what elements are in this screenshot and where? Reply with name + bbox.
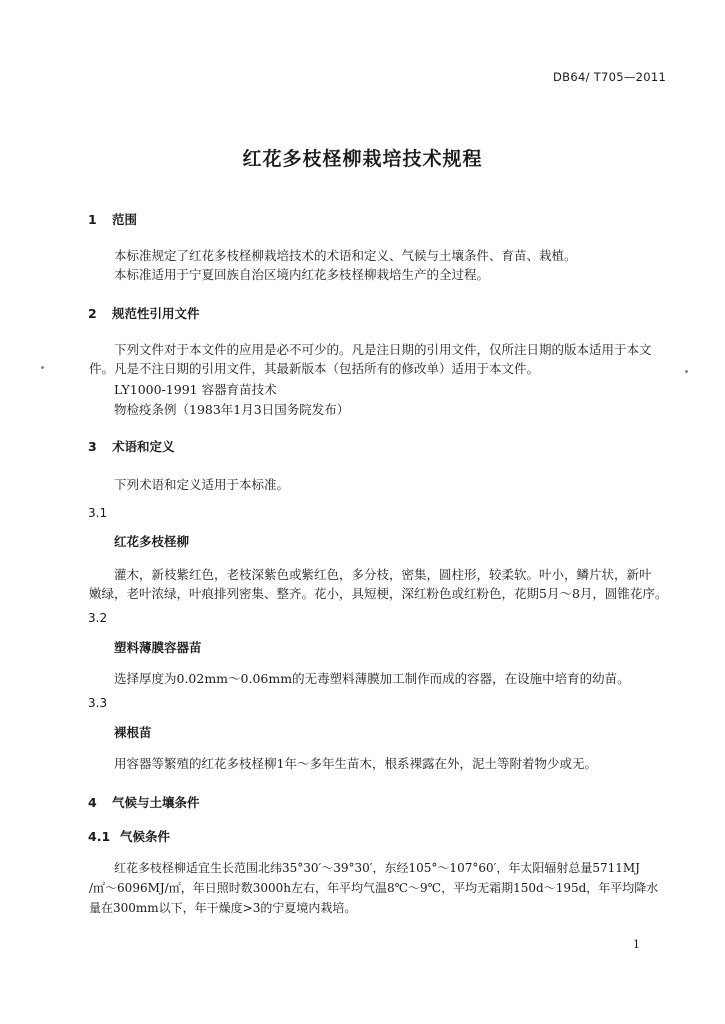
- subsection-number: 3.2: [88, 611, 108, 625]
- paragraph-line: 件。凡是不注日期的引用文件，其最新版本（包括所有的修改单）适用于本文件。: [89, 361, 540, 376]
- section-number: 3: [88, 439, 97, 454]
- subsection-number: 4.1: [88, 829, 111, 844]
- section-title: 范围: [112, 212, 138, 227]
- reference-item: 物检疫条例（1983年1月3日国务院发布）: [114, 402, 350, 417]
- definition-line: 选择厚度为0.02mm～0.06mm的无毒塑料薄膜加工制作而成的容器，在设施中培育的幼苗。: [114, 671, 630, 686]
- subsection-number: 3.1: [88, 506, 108, 520]
- document-title: 红花多枝柽柳栽培技术规程: [242, 148, 483, 170]
- definition-line: 嫩绿，老叶浓绿，叶痕排列密集、整齐。花小，具短梗，深红粉色或红粉色，花期5月～8月，圆锥花序。: [89, 586, 668, 601]
- paragraph-line: /㎡～6096MJ/㎡，年日照时数3000h左右，年平均气温8℃～9℃，平均无霜期150d～195d，年平均降水: [89, 881, 659, 895]
- subsection-number: 3.3: [88, 696, 108, 710]
- section-number: 4: [88, 795, 97, 810]
- section-title: 规范性引用文件: [112, 306, 200, 321]
- paragraph-line: 红花多枝柽柳适宜生长范围北纬35°30′～39°30′，东经105°～107°60′，年太阳辐射总量5711MJ: [114, 861, 640, 875]
- section-title: 术语和定义: [112, 439, 175, 454]
- definition-line: 灌木，新枝紫红色，老枝深紫色或紫红色，多分枝，密集，圆柱形，较柔软。叶小，鳞片状，新叶: [114, 567, 652, 582]
- page-number: 1: [633, 938, 640, 951]
- subsection-title: 气候条件: [120, 829, 171, 844]
- section-number: 2: [88, 306, 97, 321]
- term-title: 塑料薄膜容器苗: [114, 640, 202, 655]
- section-title: 气候与土壤条件: [112, 795, 200, 810]
- paragraph: 下列术语和定义适用于本标准。: [114, 477, 290, 492]
- subsection-4-1-heading: [88, 827, 170, 845]
- scan-speck: [41, 366, 44, 369]
- paragraph: 本标准适用于宁夏回族自治区境内红花多枝柽柳栽培生产的全过程。: [114, 267, 490, 282]
- definition-line: 用容器等繁殖的红花多枝柽柳1年～多年生苗木，根系裸露在外，泥土等附着物少或无。: [114, 756, 597, 771]
- section-2-heading: [88, 304, 200, 322]
- reference-item: LY1000-1991 容器育苗技术: [114, 382, 277, 397]
- term-title: 裸根苗: [114, 725, 152, 740]
- section-4-heading: [88, 793, 200, 811]
- section-3-heading: [88, 437, 175, 455]
- paragraph: 本标准规定了红花多枝柽柳栽培技术的术语和定义、气候与土壤条件、育苗、栽植。: [114, 248, 577, 263]
- paragraph-line: 量在300mm以下，年干燥度>3的宁夏境内栽培。: [89, 901, 357, 915]
- section-1-heading: [88, 210, 137, 228]
- section-number: 1: [88, 212, 97, 227]
- document-code: DB64/ T705—2011: [553, 70, 667, 84]
- term-title: 红花多枝柽柳: [114, 534, 190, 549]
- scan-speck: [685, 370, 688, 373]
- paragraph-line: 下列文件对于本文件的应用是必不可少的。凡是注日期的引用文件，仅所注日期的版本适用于本文: [114, 342, 652, 357]
